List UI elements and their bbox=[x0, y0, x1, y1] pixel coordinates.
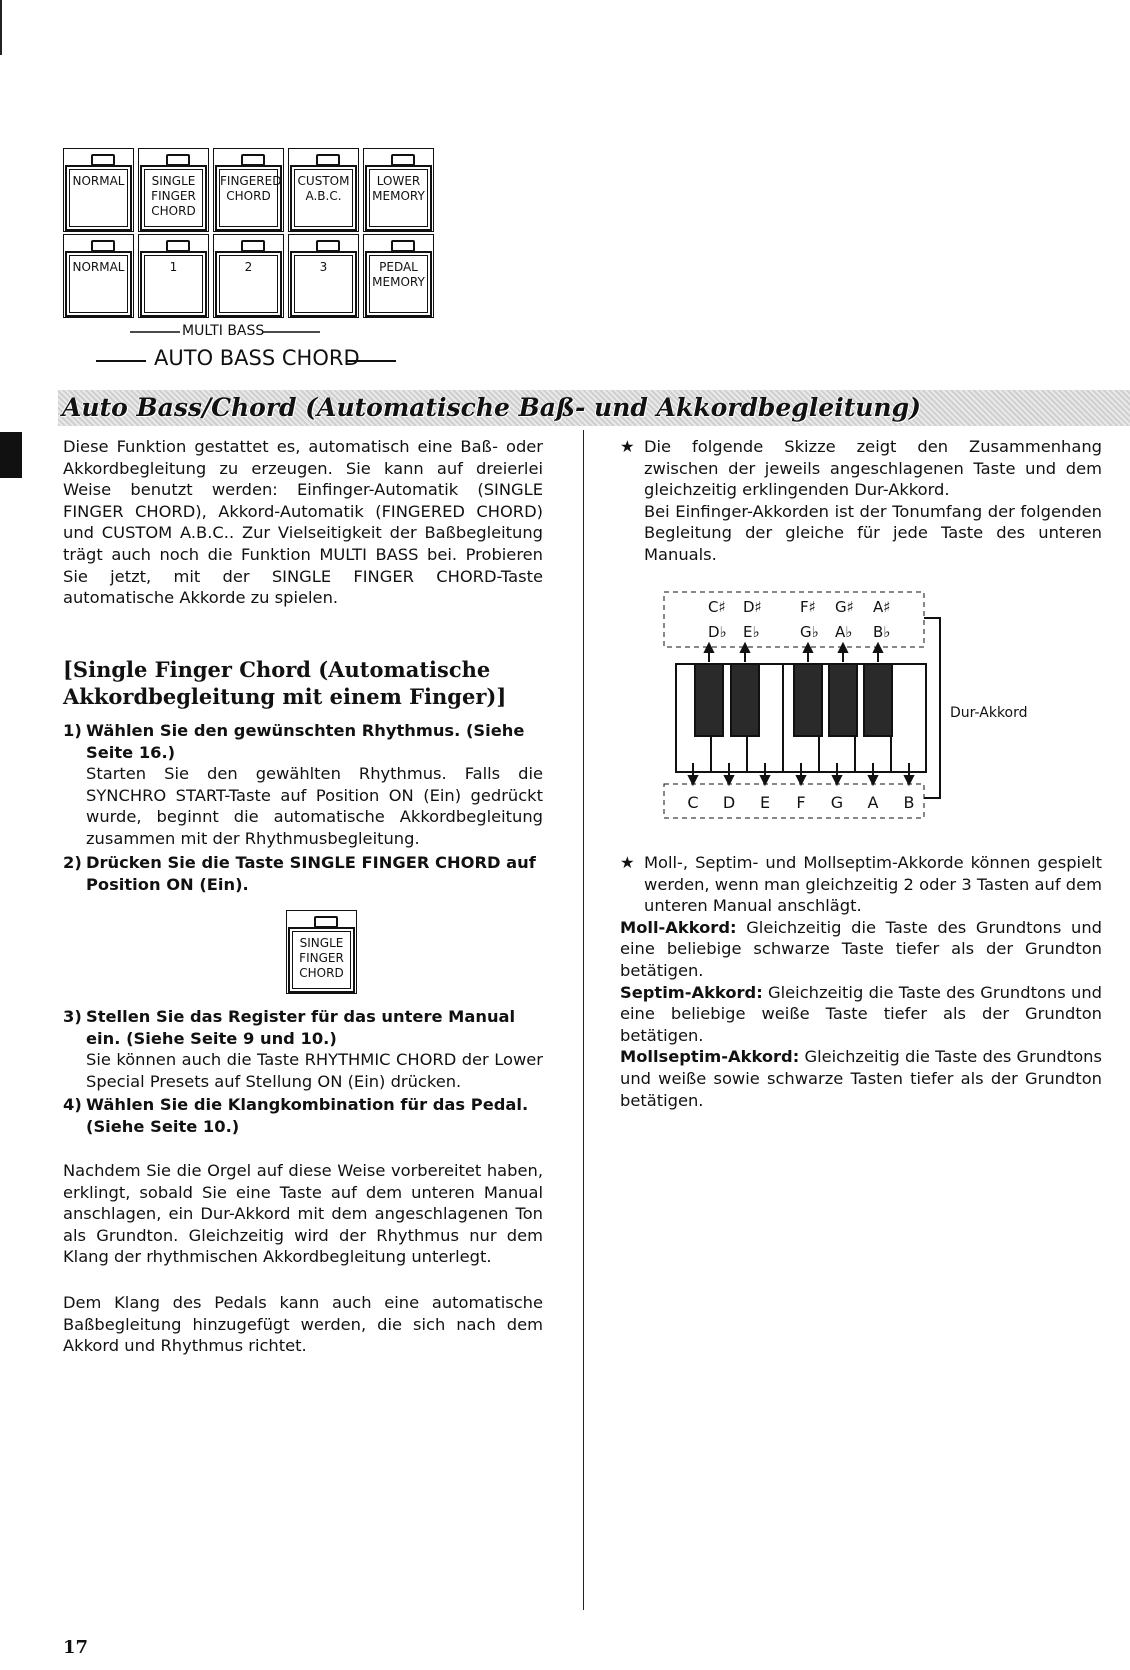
multi-bass-label: MULTI BASS bbox=[182, 323, 265, 339]
button-panel-illustration bbox=[63, 148, 438, 320]
panel-button bbox=[363, 148, 434, 232]
panel-button-label: 1 bbox=[144, 255, 203, 313]
natural-label: G bbox=[830, 793, 844, 812]
panel-button-label: 3 bbox=[294, 255, 353, 313]
sharp-label: F♯ bbox=[800, 598, 816, 616]
sharp-label: A♯ bbox=[873, 598, 891, 616]
auto-bass-chord-label: AUTO BASS CHORD bbox=[154, 346, 360, 370]
dur-akkord-label: Dur-Akkord bbox=[950, 705, 1028, 721]
keyboard bbox=[676, 664, 926, 772]
flat-label: A♭ bbox=[835, 623, 853, 641]
natural-label: E bbox=[759, 793, 771, 812]
panel-button-label: CUSTOM A.B.C. bbox=[294, 169, 353, 227]
panel-button bbox=[138, 234, 209, 318]
flat-label: B♭ bbox=[873, 623, 891, 641]
star-icon: ★ bbox=[620, 437, 635, 456]
natural-label: C bbox=[687, 793, 699, 812]
sharp-label: G♯ bbox=[835, 598, 854, 616]
star-icon: ★ bbox=[620, 853, 635, 872]
step-description: Sie können auch die Taste RHYTHMIC CHORD der Lower Special Presets auf Stellung ON (Ein) drücken. bbox=[86, 1050, 543, 1091]
term-mollseptim: Mollseptim-Akkord: Gleichzeitig die Taste des Grundtons und weiße sowie schwarze Tasten tiefer als der Grundton betätigen. bbox=[620, 1047, 1102, 1110]
natural-label: F bbox=[796, 793, 806, 812]
flat-label: G♭ bbox=[800, 623, 819, 641]
panel-button-label: PEDAL MEMORY bbox=[369, 255, 428, 313]
column-divider bbox=[583, 430, 584, 1610]
step-3: 3) Stellen Sie das Register für das untere Manual ein. (Siehe Seite 9 und 10.) Sie können auch die Taste RHYTHMIC CHORD der Lower Special Presets auf Stellung ON (Ein) drücken. bbox=[63, 1007, 543, 1091]
step-2: 2) Drücken Sie die Taste SINGLE FINGER CHORD auf Position ON (Ein). bbox=[63, 852, 543, 895]
natural-label: A bbox=[867, 793, 879, 812]
subsection-heading: [Single Finger Chord (Automatische Akkordbegleitung mit einem Finger)] bbox=[63, 657, 507, 709]
outro-paragraph: Nachdem Sie die Orgel auf diese Weise vorbereitet haben, erklingt, sobald Sie eine Taste auf dem unteren Manual anschlagen, ein Dur-Akkord mit dem angeschlagenen Ton als Grundton. Gleichzeitig wird der Rhythmus nur dem Klang der rhythmischen Akkordbegleitung unterlegt. bbox=[63, 1161, 543, 1267]
step-title: Drücken Sie die Taste SINGLE FINGER CHORD auf Position ON (Ein). bbox=[86, 853, 536, 894]
panel-button bbox=[213, 148, 284, 232]
panel-button bbox=[63, 234, 134, 318]
page-number: 17 bbox=[63, 1637, 89, 1658]
intro-paragraph: Diese Funktion gestattet es, automatisch eine Baß- oder Akkordbegleitung zu erzeugen. Sie kann auf dreierlei Weise benutzt werden: Einfinger-Automatik (SINGLE FINGER CHORD), Akkord-Automatik (FINGERED CHORD) und CUSTOM A.B.C.. Zur Vielseitigkeit der Baßbegleitung trägt auch noch die Funktion MULTI BASS bei. Probieren Sie jetzt, mit der SINGLE FINGER CHORD-Taste automatische Akkorde zu spielen. bbox=[63, 437, 543, 608]
flat-label: D♭ bbox=[708, 623, 727, 641]
step-title: Stellen Sie das Register für das untere Manual ein. (Siehe Seite 9 und 10.) bbox=[86, 1007, 516, 1048]
term-moll: Moll-Akkord: Gleichzeitig die Taste des Grundtons und eine beliebige schwarze Taste tiefer als der Grundton betätigen. bbox=[620, 917, 1102, 980]
panel-button-label: 2 bbox=[219, 255, 278, 313]
step-title: Wählen Sie den gewünschten Rhythmus. (Siehe Seite 16.) bbox=[86, 721, 525, 762]
outro-paragraph-2: Dem Klang des Pedals kann auch eine automatische Baßbegleitung hinzugefügt werden, die sich nach dem Akkord und Rhythmus richtet. bbox=[63, 1293, 543, 1356]
natural-label: D bbox=[722, 793, 736, 812]
panel-button bbox=[63, 148, 134, 232]
panel-button-label: LOWER MEMORY bbox=[369, 169, 428, 227]
step-title: Wählen Sie die Klangkombination für das Pedal. (Siehe Seite 10.) bbox=[86, 1095, 529, 1136]
panel-button bbox=[363, 234, 434, 318]
thumb-index-tab bbox=[0, 432, 22, 478]
panel-button bbox=[138, 148, 209, 232]
panel-button-label: SINGLE FINGER CHORD bbox=[144, 169, 203, 227]
chord-types-section: ★ Moll-, Septim- und Mollseptim-Akkorde können gespielt werden, wenn man gleichzeitig 2 oder 3 Tasten auf dem unteren Manual anschlägt. Moll-Akkord: Gleichzeitig die Taste des Grundtons und eine beliebige schwarze Taste tiefer als der Grundton betätigen. Septim-Akkord: Gleichzeitig die Taste des Grundtons und eine beliebige weiße Taste tiefer als der Grundton betätigen. Mollseptim-Akkord: Gleichzeitig die Taste des Grundtons und weiße sowie schwarze Tasten tiefer als der Grundton betätigen. bbox=[620, 853, 1102, 1110]
section-title: Auto Bass/Chord (Automatische Baß- und Akkordbegleitung) bbox=[62, 393, 921, 422]
flat-label: E♭ bbox=[743, 623, 760, 641]
term-septim: Septim-Akkord: Gleichzeitig die Taste des Grundtons und eine beliebige weiße Taste tiefer als der Grundton betätigen. bbox=[620, 982, 1102, 1045]
step-description: Starten Sie den gewählten Rhythmus. Falls die SYNCHRO START-Taste auf Position ON (Ein) gedrückt wurde, beginnt die automatische Akkordbegleitung zusammen mit der Rhythmusbegleitung. bbox=[86, 764, 543, 848]
step-1: 1) Wählen Sie den gewünschten Rhythmus. (Siehe Seite 16.) Starten Sie den gewählten Rhythmus. Falls die SYNCHRO START-Taste auf Position ON (Ein) gedrückt wurde, beginnt die automatische Akkordbegleitung zusammen mit der Rhythmusbegleitung. bbox=[63, 721, 543, 848]
natural-label: B bbox=[903, 793, 915, 812]
panel-button bbox=[288, 234, 359, 318]
sharp-label: D♯ bbox=[743, 598, 762, 616]
panel-button-label: NORMAL bbox=[69, 255, 128, 313]
diagram-intro: ★ Die folgende Skizze zeigt den Zusammenhang zwischen der jeweils angeschlagenen Taste und dem gleichzeitig erklingenden Dur-Akkord. Bei Einfinger-Akkorden ist der Tonumfang der folgenden Begleitung der gleiche für jede Taste des unteren Manuals. bbox=[620, 437, 1102, 564]
sharp-label: C♯ bbox=[708, 598, 726, 616]
panel-button-label: SINGLE FINGER CHORD bbox=[292, 931, 351, 989]
panel-button-label: FINGERED CHORD bbox=[219, 169, 278, 227]
step-4: 4) Wählen Sie die Klangkombination für das Pedal. (Siehe Seite 10.) bbox=[63, 1094, 543, 1137]
panel-button-label: NORMAL bbox=[69, 169, 128, 227]
panel-button bbox=[213, 234, 284, 318]
single-finger-chord-button-illustration bbox=[286, 910, 356, 992]
page-edge-mark bbox=[0, 0, 2, 55]
panel-button bbox=[288, 148, 359, 232]
